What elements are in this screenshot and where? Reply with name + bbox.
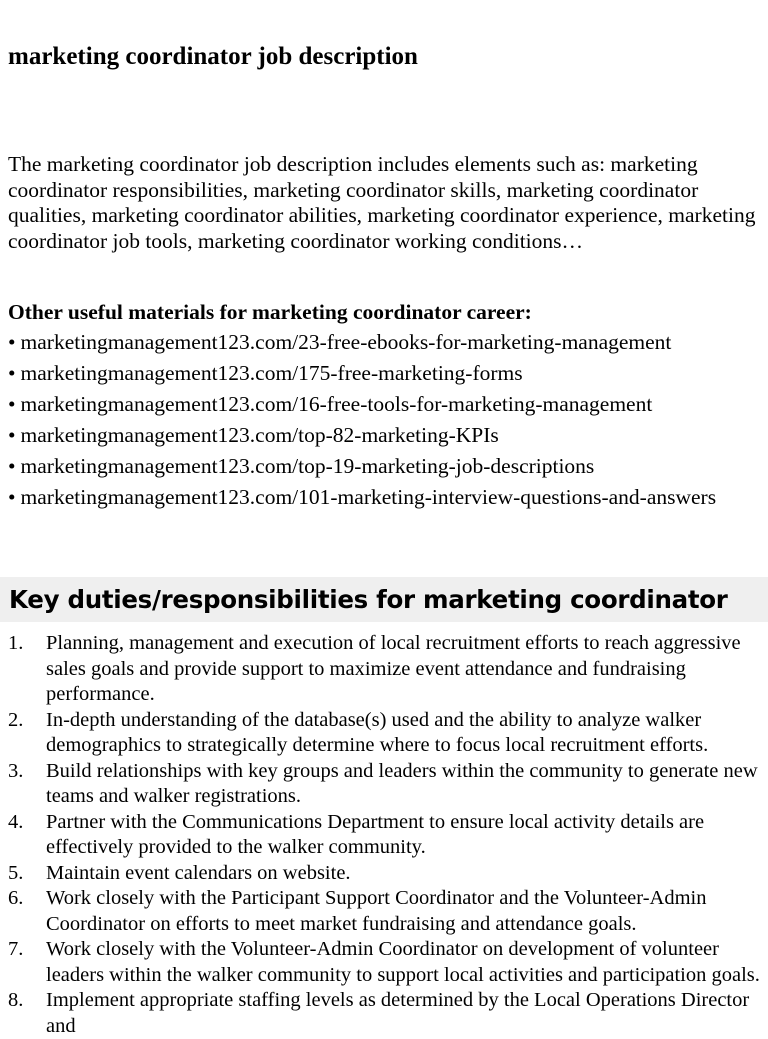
duty-text: Planning, management and execution of local recruitment efforts to reach aggressive sales goals and provide support to maximize event attendance and fundraising performance. bbox=[46, 632, 741, 705]
duty-item bbox=[0, 937, 760, 988]
materials-heading: Other useful materials for marketing coordinator career: bbox=[8, 300, 532, 324]
duty-text: Build relationships with key groups and leaders within the community to generate new teams and walker registrations. bbox=[46, 759, 758, 807]
list-item[interactable] bbox=[8, 423, 760, 449]
duty-item bbox=[0, 759, 760, 810]
bullet-icon: • bbox=[8, 423, 16, 447]
list-item[interactable] bbox=[8, 485, 760, 511]
duty-number: 3. bbox=[8, 759, 24, 782]
duty-item bbox=[0, 631, 760, 708]
list-item[interactable] bbox=[8, 454, 760, 480]
list-item[interactable] bbox=[8, 392, 760, 418]
duty-number: 7. bbox=[8, 938, 24, 960]
material-link[interactable]: marketingmanagement123.com/top-19-marketing-job-descriptions bbox=[20, 454, 595, 478]
duty-item bbox=[0, 861, 760, 887]
material-link[interactable]: marketingmanagement123.com/top-82-marketing-KPIs bbox=[20, 423, 499, 447]
duty-number: 4. bbox=[8, 810, 24, 833]
bullet-icon: • bbox=[8, 330, 16, 354]
duty-item bbox=[0, 988, 760, 1039]
duty-item bbox=[0, 810, 760, 861]
section-header-band bbox=[0, 577, 768, 622]
materials-link-list bbox=[8, 330, 760, 516]
duty-number: 5. bbox=[8, 861, 24, 884]
list-item[interactable] bbox=[8, 330, 760, 356]
duty-text: Partner with the Communications Department to ensure local activity details are effectively provided to the walker community. bbox=[46, 810, 705, 858]
material-link[interactable]: marketingmanagement123.com/175-free-marketing-forms bbox=[20, 361, 523, 385]
bullet-icon: • bbox=[8, 392, 16, 416]
material-link[interactable]: marketingmanagement123.com/16-free-tools-for-marketing-management bbox=[20, 392, 653, 416]
duties-list bbox=[0, 631, 760, 1039]
material-link[interactable]: marketingmanagement123.com/23-free-ebooks-for-marketing-management bbox=[20, 330, 672, 354]
bullet-icon: • bbox=[8, 361, 16, 385]
duty-number: 6. bbox=[8, 887, 24, 909]
duty-text: Work closely with the Participant Support Coordinator and the Volunteer-Admin Coordinator on efforts to meet market fundraising and attendance goals. bbox=[46, 887, 707, 935]
material-link[interactable]: marketingmanagement123.com/101-marketing-interview-questions-and-answers bbox=[20, 485, 717, 509]
intro-paragraph: The marketing coordinator job description includes elements such as: marketing coordinator responsibilities, marketing coordinator skills, marketing coordinator qualities, marketing coordinator abilities, marketing coordinator experience, marketing coordinator job tools, marketing coordinator working conditions… bbox=[8, 152, 756, 253]
duty-text: Maintain event calendars on website. bbox=[46, 861, 351, 884]
duty-number: 2. bbox=[8, 708, 24, 731]
duty-text: In-depth understanding of the database(s) used and the ability to analyze walker demographics to strategically determine where to focus local recruitment efforts. bbox=[46, 708, 709, 756]
page-title: marketing coordinator job description bbox=[8, 43, 418, 70]
bullet-icon: • bbox=[8, 454, 16, 478]
duty-item bbox=[0, 708, 760, 759]
duty-number: 1. bbox=[8, 632, 24, 654]
duties-heading: Key duties/responsibilities for marketing coordinator bbox=[9, 585, 728, 614]
duty-item bbox=[0, 886, 760, 937]
bullet-icon: • bbox=[8, 485, 16, 509]
duty-text: Work closely with the Volunteer-Admin Coordinator on development of volunteer leaders within the walker community to support local activities and participation goals. bbox=[46, 938, 760, 986]
duty-text: Implement appropriate staffing levels as determined by the Local Operations Director and bbox=[46, 989, 750, 1037]
duty-number: 8. bbox=[8, 989, 24, 1011]
list-item[interactable] bbox=[8, 361, 760, 387]
